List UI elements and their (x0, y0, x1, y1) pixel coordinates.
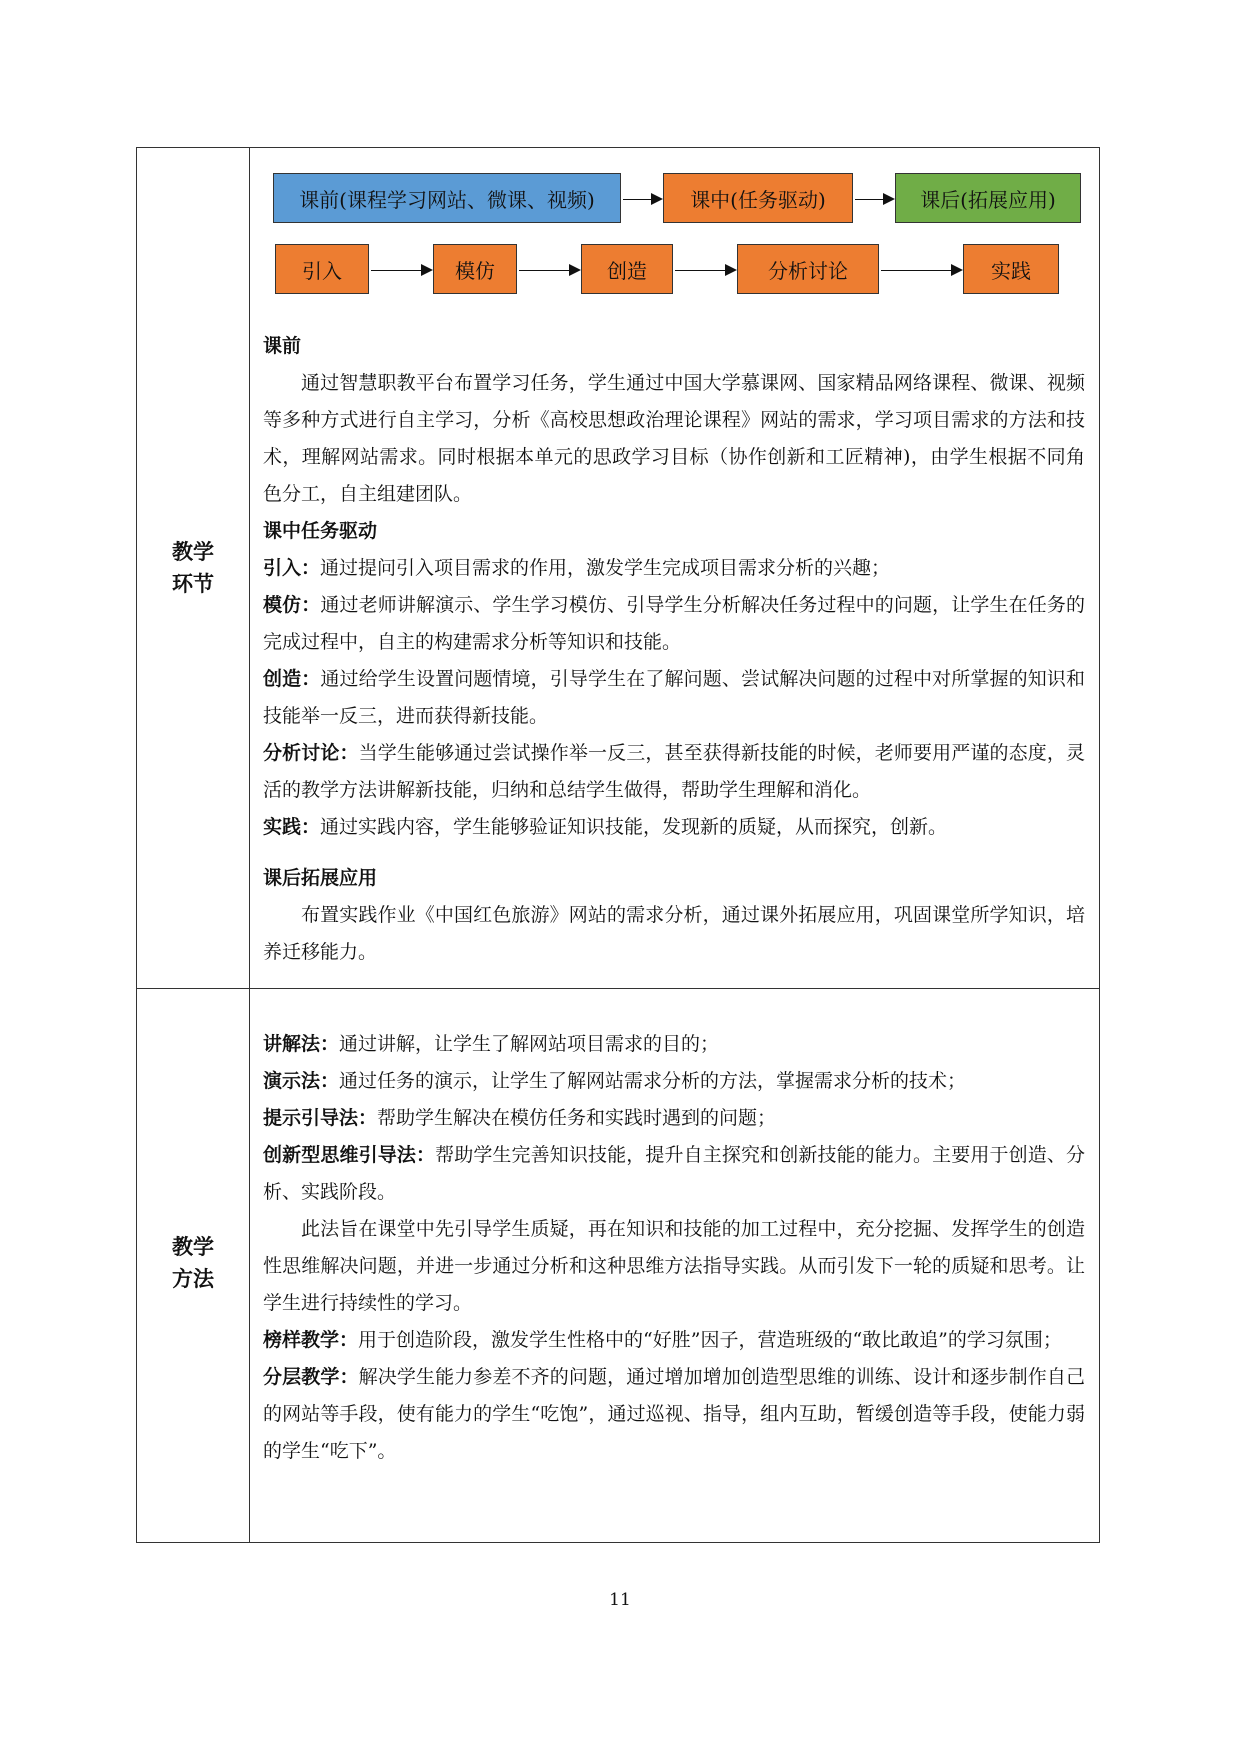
flow-box-imitation: 模仿 (433, 244, 517, 294)
post-class-title: 课后拓展应用 (263, 867, 378, 889)
in-class-title: 课中任务驱动 (263, 520, 378, 542)
method-term: 榜样教学： (263, 1329, 359, 1351)
method-text: 通过讲解，让学生了解网站项目需求的目的； (339, 1033, 720, 1055)
flow-arrow (675, 270, 735, 271)
flow-box-practice: 实践 (963, 244, 1059, 294)
method-term: 讲解法： (263, 1033, 340, 1055)
teaching-methods-content (263, 1026, 1085, 1470)
row-label-line: 教学 (172, 540, 214, 564)
page-number: 11 (609, 1590, 631, 1610)
step-item-creation (263, 661, 1085, 735)
flow-arrow (371, 270, 431, 271)
row-divider (137, 988, 1099, 989)
method-tiered (263, 1359, 1085, 1470)
teaching-steps-content (263, 328, 1085, 971)
step-item-imitation (263, 587, 1085, 661)
row-label-line: 方法 (172, 1267, 214, 1291)
method-innovative-thinking (263, 1137, 1085, 1211)
method-text: 帮助学生解决在模仿任务和实践时遇到的问题； (377, 1107, 777, 1129)
step-item-discussion (263, 735, 1085, 809)
row-label-teaching-methods (137, 1231, 249, 1295)
step-text: 通过实践内容，学生能够验证知识技能，发现新的质疑，从而探究，创新。 (320, 816, 948, 838)
flow-box-in-class: 课中(任务驱动) (663, 173, 853, 223)
post-class-text: 布置实践作业《中国红色旅游》网站的需求分析，通过课外拓展应用，巩固课堂所学知识，培养迁移能力。 (263, 904, 1085, 963)
method-guided-hint (263, 1100, 1085, 1137)
step-text: 当学生能够通过尝试操作举一反三，甚至获得新技能的时候，老师要用严谨的态度，灵活的教学方法讲解新技能，归纳和总结学生做得，帮助学生理解和消化。 (263, 742, 1085, 801)
flow-arrow (519, 270, 579, 271)
step-text: 通过给学生设置问题情境，引导学生在了解问题、尝试解决问题的过程中对所掌握的知识和技能举一反三，进而获得新技能。 (263, 668, 1085, 727)
row-label-teaching-steps (137, 536, 249, 600)
flow-arrow (881, 270, 961, 271)
step-text: 通过老师讲解演示、学生学习模仿、引导学生分析解决任务过程中的问题，让学生在任务的完成过程中，自主的构建需求分析等知识和技能。 (263, 594, 1085, 653)
step-term: 模仿： (263, 594, 321, 616)
method-text: 通过任务的演示，让学生了解网站需求分析的方法，掌握需求分析的技术； (339, 1070, 967, 1092)
method-text: 用于创造阶段，激发学生性格中的“好胜”因子，营造班级的“敢比敢追”的学习氛围； (358, 1329, 1062, 1351)
method-text: 解决学生能力参差不齐的问题，通过增加增加创造型思维的训练、设计和逐步制作自己的网站等手段，使有能力的学生“吃饱”，通过巡视、指导，组内互助，暂缓创造等手段，使能力弱的学生“吃下”。 (263, 1366, 1085, 1462)
lesson-plan-table (136, 147, 1100, 1543)
method-term: 提示引导法： (263, 1107, 378, 1129)
flow-box-post-class: 课后(拓展应用) (895, 173, 1081, 223)
step-item-introduction (263, 550, 1085, 587)
method-term: 演示法： (263, 1070, 340, 1092)
flow-arrow (855, 199, 893, 200)
method-role-model (263, 1322, 1085, 1359)
method-text: 帮助学生完善知识技能，提升自主探究和创新技能的能力。主要用于创造、分析、实践阶段。 (263, 1144, 1085, 1203)
method-demonstration (263, 1063, 1085, 1100)
method-term: 创新型思维引导法： (263, 1144, 436, 1166)
method-lecture (263, 1026, 1085, 1063)
flow-arrow (623, 199, 661, 200)
method-term: 分层教学： (263, 1366, 359, 1388)
flow-box-pre-class: 课前(课程学习网站、微课、视频) (273, 173, 621, 223)
flow-box-introduction: 引入 (275, 244, 369, 294)
step-item-practice (263, 809, 1085, 846)
column-divider (249, 148, 250, 1542)
flow-box-creation: 创造 (581, 244, 673, 294)
flow-box-discussion: 分析讨论 (737, 244, 879, 294)
row-label-line: 教学 (172, 1235, 214, 1259)
step-term: 实践： (263, 816, 321, 838)
step-term: 创造： (263, 668, 321, 690)
pre-class-title: 课前 (263, 335, 302, 357)
step-text: 通过提问引入项目需求的作用，激发学生完成项目需求分析的兴趣； (320, 557, 891, 579)
step-term: 分析讨论： (263, 742, 359, 764)
step-term: 引入： (263, 557, 321, 579)
pre-class-text: 通过智慧职教平台布置学习任务，学生通过中国大学慕课网、国家精品网络课程、微课、视频等多种方式进行自主学习，分析《高校思想政治理论课程》网站的需求，学习项目需求的方法和技术，理解网站需求。同时根据本单元的思政学习目标（协作创新和工匠精神)，由学生根据不同角色分工，自主组建团队。 (263, 372, 1085, 505)
row-label-line: 环节 (172, 572, 214, 596)
method-innovative-thinking-detail: 此法旨在课堂中先引导学生质疑，再在知识和技能的加工过程中，充分挖掘、发挥学生的创造性思维解决问题，并进一步通过分析和这种思维方法指导实践。从而引发下一轮的质疑和思考。让学生进行持续性的学习。 (263, 1218, 1085, 1314)
